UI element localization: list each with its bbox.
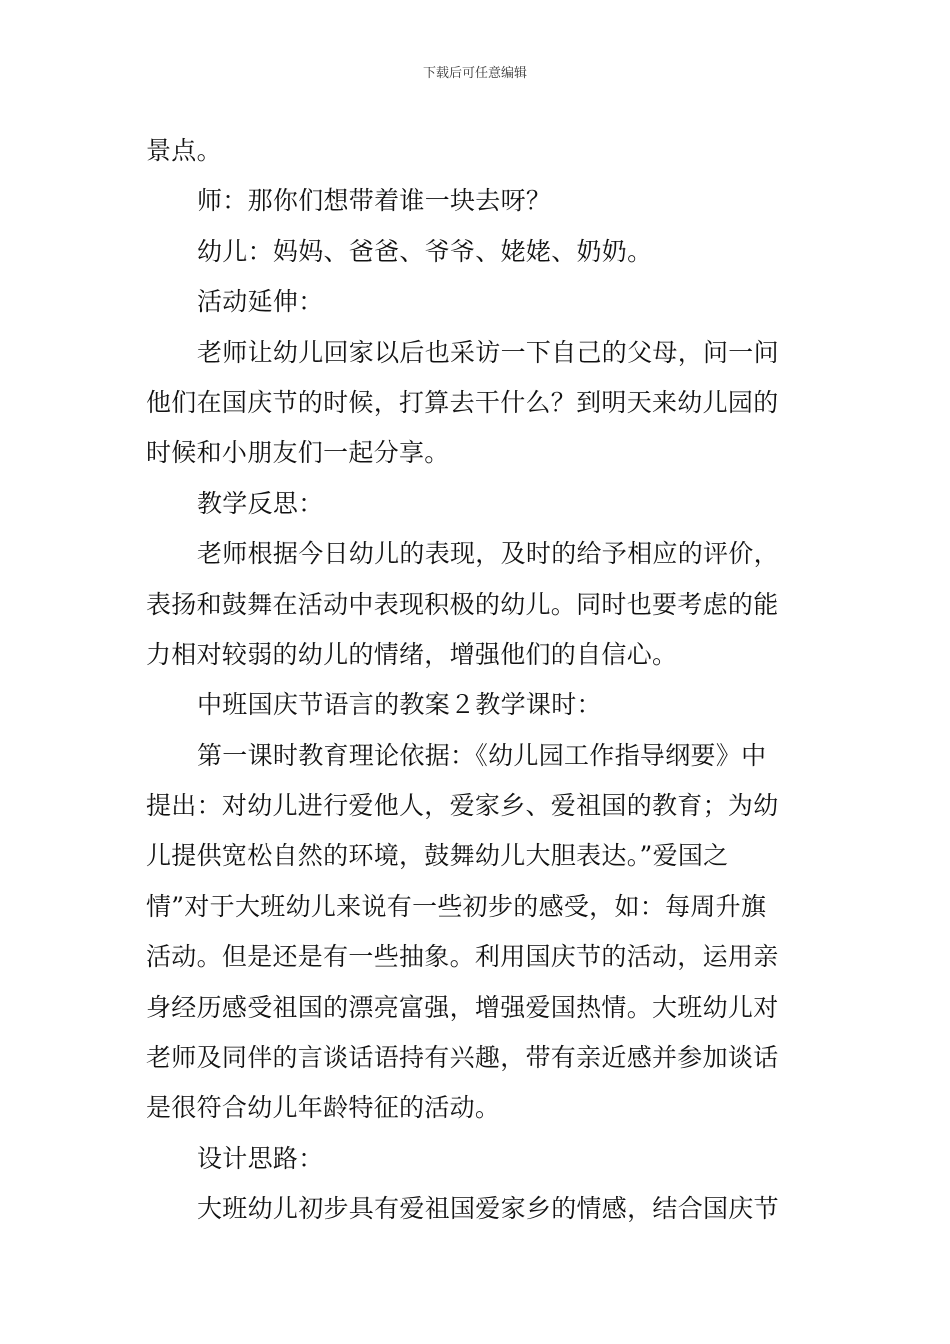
text-line: 老师让幼儿回家以后也采访一下自己的父母，问一问 [197, 337, 779, 367]
text-line: 大班幼儿初步具有爱祖国爱家乡的情感，结合国庆节 [197, 1194, 779, 1224]
text-line: 景点。 [146, 136, 222, 165]
text-line: 第一课时教育理论依据：《幼儿园工作指导纲要》中 [197, 740, 767, 770]
text-line: 时候和小朋友们一起分享。 [146, 438, 450, 468]
text-line: 力相对较弱的幼儿的情绪，增强他们的自信心。 [146, 639, 678, 669]
text-line: 幼儿：妈妈、爸爸、爷爷、姥姥、奶奶。 [197, 236, 653, 266]
text-line: 情”对于大班幼儿来说有一些初步的感受，如：每周升旗 [146, 891, 767, 921]
section-heading: 活动延伸： [197, 287, 324, 317]
section-heading: 中班国庆节语言的教案２教学课时： [197, 690, 602, 720]
section-heading: 设计思路： [197, 1143, 324, 1173]
text-line: 身经历感受祖国的漂亮富强，增强爱国热情。大班幼儿对 [146, 992, 779, 1022]
document-body [146, 126, 810, 1235]
text-line: 活动。但是还是有一些抽象。利用国庆节的活动，运用亲 [146, 942, 779, 972]
text-line: 表扬和鼓舞在活动中表现积极的幼儿。同时也要考虑的能 [146, 589, 779, 619]
text-line: 师：那你们想带着谁一块去呀？ [197, 186, 552, 216]
text-line: 老师根据今日幼儿的表现，及时的给予相应的评价， [197, 539, 779, 569]
text-line: 是很符合幼儿年龄特征的活动。 [146, 1093, 501, 1123]
text-line: 老师及同伴的言谈话语持有兴趣，带有亲近感并参加谈话 [146, 1043, 779, 1073]
text-line: 儿提供宽松自然的环境，鼓舞幼儿大胆表达。”爱国之 [146, 841, 729, 871]
text-line: 提出：对幼儿进行爱他人，爱家乡、爱祖国的教育；为幼 [146, 791, 779, 821]
text-line: 他们在国庆节的时候，打算去干什么？到明天来幼儿园的 [146, 387, 779, 417]
page-header: 下载后可任意编辑 [422, 66, 527, 81]
section-heading: 教学反思： [197, 488, 324, 518]
